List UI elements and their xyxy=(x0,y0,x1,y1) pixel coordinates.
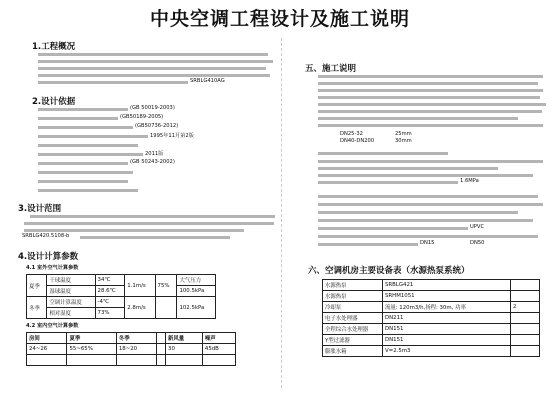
table-header: 冬季 xyxy=(116,333,156,344)
year-ref: 2011版 xyxy=(145,151,164,157)
table-cell: 夏季 xyxy=(27,275,47,297)
text-line xyxy=(38,117,118,120)
table-cell: 18~20 xyxy=(116,344,156,355)
table-header: 新风量 xyxy=(166,333,203,344)
table-cell: 空调计算温度 xyxy=(47,297,95,308)
table-cell: 冷却泵 xyxy=(323,302,383,313)
text-line xyxy=(38,171,133,174)
outdoor-params-table xyxy=(26,274,216,319)
text-line xyxy=(38,189,138,192)
column-divider xyxy=(281,38,282,388)
text-line xyxy=(318,96,540,99)
text-line xyxy=(318,167,498,170)
table-row xyxy=(27,297,216,308)
text-line xyxy=(318,152,448,155)
table-row xyxy=(27,333,236,344)
pipe-thickness: 30mm xyxy=(395,138,412,144)
page-title: 中央空调工程设计及施工说明 xyxy=(149,8,410,30)
text-line xyxy=(318,181,458,184)
table-cell: 水源热泵 xyxy=(323,280,383,291)
table-cell: 相对湿度 xyxy=(47,308,95,319)
table-row xyxy=(323,280,540,291)
text-line xyxy=(318,227,468,230)
text-line xyxy=(38,144,138,147)
table-cell: 45dB xyxy=(202,344,235,355)
text-line xyxy=(80,236,230,239)
table-row xyxy=(27,275,216,286)
table-cell: 75% xyxy=(155,275,177,297)
table-cell: 流量: 120m3/h,扬程: 30m, 功率 xyxy=(383,302,511,313)
text-line xyxy=(30,215,275,218)
table-cell: 膨胀水箱 xyxy=(323,346,383,357)
note-dn: DN15 xyxy=(420,240,435,246)
text-line xyxy=(38,126,133,129)
table-cell: 73% xyxy=(95,308,125,319)
text-line xyxy=(38,81,188,84)
text-line xyxy=(38,53,268,56)
text-line xyxy=(38,153,143,156)
table-cell xyxy=(511,346,540,357)
code-ref: (GB50189-2005) xyxy=(120,114,164,120)
table-cell: 24~26 xyxy=(27,344,67,355)
text-line xyxy=(24,229,244,232)
table-cell: 2.8m/s xyxy=(125,297,155,319)
text-line xyxy=(318,117,518,120)
text-line xyxy=(318,174,533,177)
table-header: 房间 xyxy=(27,333,67,344)
table-row xyxy=(27,344,236,355)
table-cell: 湿球温度 xyxy=(47,286,95,297)
table-cell xyxy=(157,344,166,355)
table-cell: 55~65% xyxy=(67,344,116,355)
table-cell: DN151 xyxy=(383,324,511,335)
code-ref: (GB50736-2012) xyxy=(135,123,179,129)
text-line xyxy=(318,211,518,214)
text-line xyxy=(318,195,538,198)
table-cell: Y型过滤器 xyxy=(323,335,383,346)
table-cell: 28.6℃ xyxy=(95,286,125,297)
text-line xyxy=(38,67,266,70)
text-line xyxy=(318,82,538,85)
table-row xyxy=(323,335,540,346)
table-cell: 100.5kPa xyxy=(177,286,216,297)
section-4-heading: 4.设计计算参数 xyxy=(18,252,79,262)
table-cell xyxy=(511,291,540,302)
text-line xyxy=(318,89,543,92)
text-line xyxy=(318,243,418,246)
table-cell: 干球温度 xyxy=(47,275,95,286)
text-line xyxy=(318,203,543,206)
note-dn: DN50 xyxy=(470,240,485,246)
table-row xyxy=(323,324,540,335)
text-line xyxy=(318,124,543,127)
text-line xyxy=(318,110,542,113)
equipment-table xyxy=(322,279,540,357)
pipe-thickness: 25mm xyxy=(395,131,412,137)
section-5-heading: 五、施工说明 xyxy=(305,64,357,74)
note-upvc: UPVC xyxy=(470,224,485,230)
table-caption: 4.1 室外空气计算参数 xyxy=(26,265,79,271)
pressure-value: 1.6MPa xyxy=(460,178,479,184)
table-cell: DN151 xyxy=(383,335,511,346)
section-6-heading: 六、空调机房主要设备表（水源热泵系统） xyxy=(308,266,470,276)
text-line xyxy=(38,108,128,111)
table-cell xyxy=(511,324,540,335)
table-cell: SRHM1051 xyxy=(383,291,511,302)
pipe-size: DN25-32 xyxy=(340,131,363,137)
text-line xyxy=(38,74,270,77)
text-line xyxy=(318,219,533,222)
table-cell: 冬季 xyxy=(27,297,47,319)
table-cell: 2 xyxy=(511,302,540,313)
table-cell: 全程综合水处理器 xyxy=(323,324,383,335)
text-line xyxy=(318,103,546,106)
indoor-params-table xyxy=(26,332,236,366)
table-row xyxy=(323,313,540,324)
text-line xyxy=(318,75,543,78)
text-line xyxy=(38,60,273,63)
text-line xyxy=(38,180,128,183)
table-cell: 30 xyxy=(166,344,203,355)
section-3-heading: 3.设计范围 xyxy=(18,204,62,214)
table-caption: 4.2 室内空气计算参数 xyxy=(26,323,79,329)
text-line xyxy=(24,222,274,225)
table-cell: 1.1m/s xyxy=(125,275,155,297)
table-cell xyxy=(511,335,540,346)
table-cell: 102.5kPa xyxy=(177,297,216,319)
table-cell xyxy=(511,280,540,291)
table-row xyxy=(323,346,540,357)
table-header: 夏季 xyxy=(67,333,116,344)
table-row xyxy=(323,291,540,302)
table-cell xyxy=(155,297,177,319)
table-cell: -4℃ xyxy=(95,297,125,308)
text-line xyxy=(38,135,148,138)
table-row xyxy=(27,355,236,366)
table-cell: 水源热泵 xyxy=(323,291,383,302)
year-ref: 1995年11月第2版 xyxy=(150,133,194,139)
table-header: 噪声 xyxy=(202,333,235,344)
text-line xyxy=(318,235,538,238)
table-cell: DN211 xyxy=(383,313,511,324)
model-number: SRBLG420.5108-b xyxy=(22,233,70,239)
table-cell: 34℃ xyxy=(95,275,125,286)
text-line xyxy=(318,160,543,163)
section-2-heading: 2.设计依据 xyxy=(32,97,76,107)
pipe-size: DN40-DN200 xyxy=(340,138,375,144)
text-line xyxy=(38,162,128,165)
table-row xyxy=(27,286,216,297)
model-number: SRBLG410AG xyxy=(190,78,225,84)
code-ref: (GB 50019-2003) xyxy=(130,105,175,111)
table-cell xyxy=(511,313,540,324)
table-cell: SRBLG421 xyxy=(383,280,511,291)
section-1-heading: 1.工程概况 xyxy=(32,42,76,52)
table-cell: 电子水处理器 xyxy=(323,313,383,324)
table-header xyxy=(157,333,166,344)
table-row xyxy=(323,302,540,313)
code-ref: (GB 50243-2002) xyxy=(130,159,175,165)
table-cell: 大气压力 xyxy=(177,275,216,286)
table-cell: V=2.5m3 xyxy=(383,346,511,357)
